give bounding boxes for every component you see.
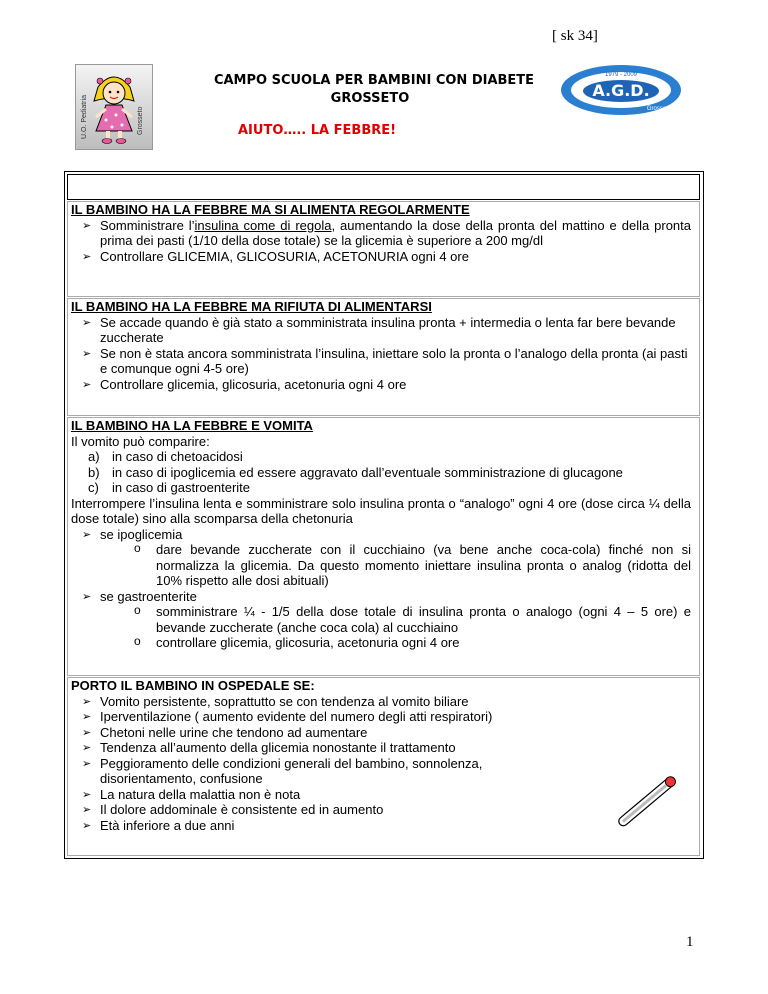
logo-text-left: U.O. Pediatria — [81, 95, 88, 139]
cause-item — [68, 480, 699, 496]
bullet-text-underlined: insulina come di regola — [194, 217, 332, 233]
cause-text: in caso di ipoglicemia ed essere aggravato dall’eventuale somministrazione di glucagone — [112, 464, 623, 480]
bullet-item: ➢ se gastroenterite — [68, 589, 699, 605]
document-subtitle: AIUTO….. LA FEBBRE! — [238, 123, 397, 138]
cause-item — [68, 449, 699, 465]
section-heading: IL BAMBINO HA LA FEBBRE MA SI ALIMENTA REGOLARMENTE — [71, 202, 470, 217]
bullet-item — [68, 218, 699, 249]
thermometer-icon — [604, 764, 690, 840]
intro-text: Il vomito può comparire: — [71, 433, 210, 449]
empty-row — [67, 174, 700, 200]
bullet-item: ➢ Chetoni nelle urine che tendono ad aumentare — [68, 725, 699, 741]
cause-label: c) — [88, 480, 99, 495]
cause-label: a) — [88, 449, 100, 464]
instruction-text: Interrompere l’insulina lenta e somministrare solo insulina pronta o “analogo” ogni 4 ore (dose circa ¼ della dose totale) sino alla scomparsa della chetonuria — [71, 495, 691, 526]
bullet-item: ➢ Se accade quando è già stato a somministrata insulina pronta + intermedia o lenta far bere bevande zuccherate — [68, 315, 699, 346]
bullet-item: ➢ Tendenza all’aumento della glicemia nonostante il trattamento — [68, 740, 699, 756]
document-reference: [ sk 34] — [552, 28, 598, 44]
bullet-item: ➢ La natura della malattia non è nota — [68, 787, 699, 803]
section-vomiting — [67, 417, 700, 676]
section-heading: IL BAMBINO HA LA FEBBRE E VOMITA — [71, 418, 313, 433]
sub-bullet-item: o controllare glicemia, glicosuria, acetonuria ogni 4 ore — [68, 635, 699, 651]
bullet-item: ➢ Iperventilazione ( aumento evidente del numero degli atti respiratori) — [68, 709, 699, 725]
section-heading: PORTO IL BAMBINO IN OSPEDALE SE: — [71, 678, 315, 693]
bullet-item: ➢ Se non è stata ancora somministrata l’insulina, iniettare solo la pronta o l’analogo della pronta (ai pasti e comunque ogni 4-5 ore) — [68, 346, 699, 377]
bullet-item: ➢ Vomito persistente, soprattutto se con tendenza al vomito biliare — [68, 694, 699, 710]
title-line-1: CAMPO SCUOLA PER BAMBINI CON DIABETE — [213, 73, 535, 88]
cause-text: in caso di gastroenterite — [112, 480, 251, 495]
bullet-item: ➢ Controllare glicemia, glicosuria, acetonuria ogni 4 ore — [68, 377, 699, 393]
logo-text-right: Grosseto — [137, 106, 144, 135]
agd-logo — [555, 60, 683, 118]
cause-text: in caso di chetoacidosi — [112, 449, 243, 464]
sub-bullet-item: o dare bevande zuccherate con il cucchiaino (va bene anche coca-cola) finché non si normalizza la glicemia. Da questo momento iniettare insulina pronta o analog (ridotta del 10% rispetto alle dosi abituali) — [68, 542, 699, 589]
section-refuses-food — [67, 298, 700, 416]
bullet-item: ➢ Età inferiore a due anni — [68, 818, 699, 834]
sub-bullet-item: o somministrare ¼ - 1/5 della dose totale di insulina pronta o analogo (ogni 4 – 5 ore) e bevande zuccherate (anche coca cola) al cucchiaino — [68, 604, 699, 635]
section-heading: IL BAMBINO HA LA FEBBRE MA RIFIUTA DI ALIMENTARSI — [71, 299, 432, 314]
bullet-text: Somministrare l’ — [100, 217, 195, 233]
title-line-2: GROSSETO — [330, 91, 410, 106]
agd-logo-years: 1979 - 2009 — [604, 72, 638, 78]
bullet-item: ➢ Il dolore addominale è consistente ed in aumento — [68, 802, 699, 818]
section-eats-regularly — [67, 201, 700, 297]
bullet-item: ➢ Peggioramento delle condizioni generali del bambino, sonnolenza, disorientamento, confusione — [68, 756, 699, 787]
page-number: 1 — [686, 934, 694, 950]
cause-label: b) — [88, 464, 100, 480]
agd-logo-text: A.G.D. — [592, 81, 650, 100]
bullet-item: ➢ se ipoglicemia — [68, 527, 699, 543]
cause-item — [68, 465, 699, 481]
agd-logo-city: Grosseto — [646, 106, 672, 112]
bullet-text: , aumentando la dose della pronta del mattino e della pronta prima dei pasti (1/10 della dose totale) se la glicemia è superiore a 200 mg/dl — [100, 217, 692, 248]
bullet-item: ➢ Controllare GLICEMIA, GLICOSURIA, ACETONURIA ogni 4 ore — [68, 249, 699, 265]
